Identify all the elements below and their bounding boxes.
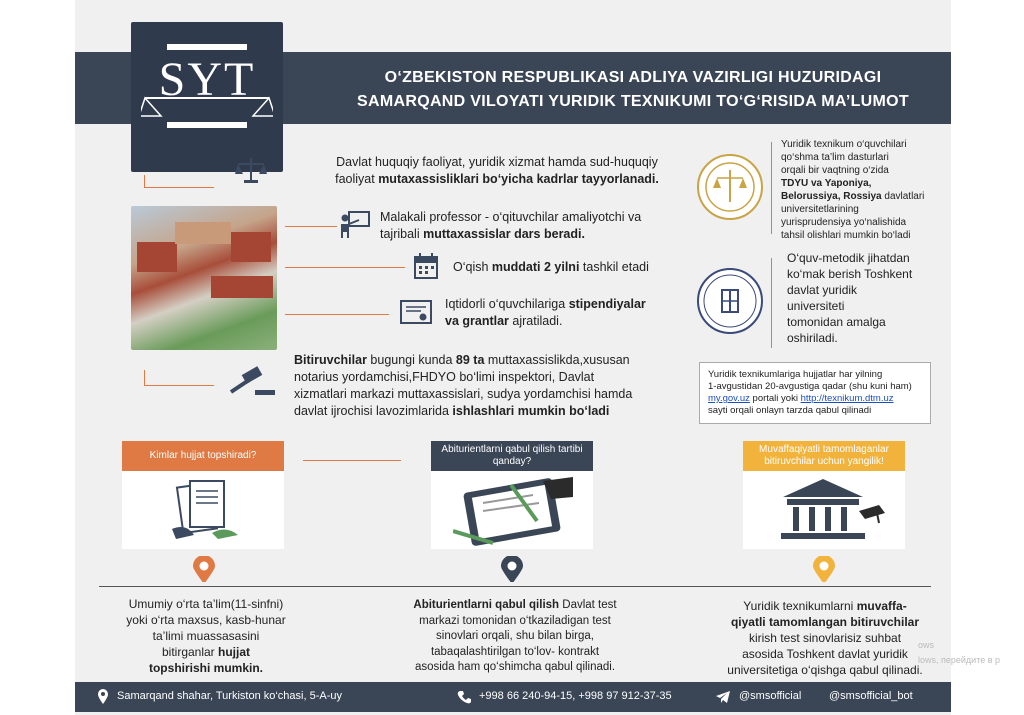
telegram-icon	[715, 690, 731, 704]
campus-image	[131, 206, 277, 350]
feature-1-line-2: faoliyat	[335, 172, 379, 186]
graduates-text	[294, 352, 694, 420]
card-2-title: Abiturientlarni qabul qilish tartibi qanday?	[431, 441, 593, 471]
admission-t1: portali yoki	[749, 393, 801, 404]
feature-3-a: O‘qish	[453, 260, 492, 274]
title-line-1: O‘ZBEKISTON RESPUBLIKASI ADLIYA VAZIRLIGI HUZURIDAGI	[384, 69, 882, 86]
title-line-2: SAMARQAND VILOYATI YURIDIK TEXNIKUMI TO‘G‘RISIDA MA’LUMOT	[357, 93, 909, 110]
telegram-bot-link[interactable]: @smsofficial_bot	[829, 690, 913, 702]
b2-l3: sinovlari orqali, shu bilan birga,	[436, 630, 594, 642]
graduates-bold-3: ishlashlari mumkin bo‘ladi	[452, 404, 610, 418]
b3-l4: asosida Toshkent davlat yuridik	[742, 647, 908, 661]
admission-l1: Yuridik texnikumlariga hujjatlar har yilning	[708, 369, 883, 380]
infographic-canvas	[75, 0, 951, 715]
admission-l2: 1-avgustidan 20-avgustiga qadar (shu kuni ham)	[708, 381, 912, 392]
b3-l1a: Yuridik texnikumlarni	[743, 599, 857, 613]
feature-1-text	[307, 154, 687, 188]
graduates-bold-1: Bitiruvchilar	[294, 353, 367, 367]
feature-1-bold: mutaxassisliklari bo‘yicha kadrlar tayyorlanadi.	[378, 172, 659, 186]
b1-l4b: hujjat	[218, 645, 251, 659]
card-1-title: Kimlar hujjat topshiradi?	[122, 441, 284, 471]
joint-programs-text	[781, 138, 941, 242]
university-icon	[767, 475, 887, 545]
tsul-seal	[697, 268, 763, 334]
b2-t1: Davlat test	[559, 599, 617, 611]
tdyu-emblem	[697, 154, 763, 220]
b3-b1: muvaffa-	[856, 599, 907, 613]
connector-line	[285, 314, 389, 315]
connector-line	[303, 460, 401, 461]
right1-l6: yurisprudensiya yo‘nalishida	[781, 217, 907, 228]
right1-l4: davlatlari	[881, 191, 925, 202]
feature-3-bold: muddati 2 yilni	[491, 260, 580, 274]
graduates-t1: bugungi kunda	[366, 353, 456, 367]
gavel-icon	[225, 366, 277, 398]
b1-l3: ta’limi muassasasini	[152, 629, 260, 643]
right2-l6: oshiriladi.	[787, 331, 838, 345]
admission-info-box	[699, 362, 931, 424]
b3-b2: qiyatli tamomlangan bitiruvchilar	[730, 615, 920, 629]
bottom-text-1	[93, 596, 319, 676]
divider-line	[771, 258, 772, 348]
logo-top-bar	[167, 44, 247, 50]
campus-building	[137, 242, 177, 272]
b3-l3: kirish test sinovlarisiz suhbat	[748, 631, 902, 645]
right1-l7: tahsil olishlari mumkin bo‘ladi	[781, 230, 911, 241]
graduates-bold-2: 89 ta	[455, 353, 485, 367]
feature-4-a: Iqtidorli o‘quvchilariga	[445, 297, 569, 311]
connector-line	[144, 175, 145, 187]
right2-l1: O‘quv-metodik jihatdan	[787, 251, 910, 265]
bottom-text-3	[705, 598, 945, 678]
feature-4-b: ajratiladi.	[508, 314, 563, 328]
connector-line	[285, 267, 405, 268]
campus-building	[231, 232, 271, 262]
calendar-icon	[413, 252, 439, 280]
connector-line	[285, 226, 337, 227]
feature-1-line-1: Davlat huquqiy faoliyat, yuridik xizmat hamda sud-huquqiy	[336, 155, 658, 169]
telegram-channel-link[interactable]: @smsofficial	[739, 690, 802, 702]
feature-2-bold: muttaxassislar dars beradi.	[423, 227, 585, 241]
feature-4-text	[445, 296, 705, 330]
right1-b2: Belorussiya, Rossiya	[781, 191, 882, 202]
divider-line	[771, 142, 772, 234]
feature-4-bold2: va grantlar	[445, 314, 509, 328]
b1-l1: Umumiy o‘rta ta’lim(11-sinfni)	[128, 597, 284, 611]
teacher-icon	[339, 210, 371, 240]
dtm-link[interactable]: http://texnikum.dtm.uz	[800, 393, 894, 404]
logo	[131, 22, 283, 172]
right2-l5: tomonidan amalga	[787, 315, 886, 329]
footer-bar	[75, 682, 951, 712]
scales-icon	[235, 156, 267, 184]
scales-emblem-icon	[699, 156, 761, 218]
footer-address: Samarqand shahar, Turkiston ko‘chasi, 5-A-uy	[117, 690, 343, 702]
card-who-submits	[122, 441, 284, 549]
right1-l5: universitetlarining	[781, 204, 859, 215]
test-sheet-icon	[453, 477, 577, 547]
card-graduates-news	[743, 441, 905, 549]
campus-building	[211, 276, 273, 298]
feature-3-text	[453, 259, 713, 276]
graduates-t3: notarius yordamchisi,FHDYO bo‘limi inspektori, Davlat	[294, 370, 595, 384]
connector-line	[144, 385, 214, 386]
campus-building	[175, 222, 231, 244]
activation-watermark-2: lows, перейдите в р	[918, 655, 1001, 665]
location-pin-icon	[499, 556, 525, 582]
b3-l5: universitetiga o‘qishga qabul qilinadi.	[727, 663, 923, 677]
b1-l4a: bitirganlar	[161, 645, 219, 659]
footer-phones[interactable]: +998 66 240-94-15, +998 97 912-37-35	[479, 690, 672, 702]
connector-line	[144, 370, 145, 385]
location-pin-icon	[191, 556, 217, 582]
b2-l4: tabaqalashtirilgan to‘lov- kontrakt	[430, 645, 600, 658]
university-seal-icon	[699, 270, 761, 332]
graduates-t4: xizmatlari markazi muttaxassislari, sudya yordamchisi hamda	[294, 387, 633, 401]
right1-l1: Yuridik texnikum o‘quvchilari	[781, 139, 907, 150]
right1-l2: qo‘shma ta’lim dasturlari	[781, 152, 889, 163]
card-admission-order	[431, 441, 593, 549]
logo-text: SYT	[158, 53, 256, 106]
methodical-support-text	[787, 250, 937, 346]
b2-l5: asosida ham qo‘shimcha qabul qilinadi.	[414, 661, 616, 673]
b2-b1: Abiturientlarni qabul qilish	[413, 599, 560, 611]
certificate-icon	[399, 298, 433, 326]
feature-2-line-2: tajribali	[380, 227, 424, 241]
page-title	[333, 66, 933, 114]
b2-l2: markazi tomonidan o‘tkaziladigan test	[419, 614, 611, 627]
activation-watermark: ows	[918, 640, 935, 650]
feature-4-bold: stipendiyalar	[568, 297, 646, 311]
b1-l2: yoki o‘rta maxsus, kasb-hunar	[126, 613, 286, 627]
logo-scales-icon	[141, 92, 273, 128]
map-pin-icon	[97, 689, 109, 705]
right1-b1: TDYU va Yaponiya,	[781, 178, 872, 189]
right1-l3: orqali bir vaqtning o‘zida	[781, 165, 889, 176]
b1-l5: topshirishi mumkin.	[148, 661, 263, 675]
timeline-line	[99, 586, 931, 587]
phone-icon	[457, 690, 471, 704]
feature-2-line-1: Malakali professor - o‘qituvchilar amaliyotchi va	[380, 210, 642, 224]
bottom-text-2	[385, 598, 645, 676]
documents-icon	[166, 479, 242, 543]
card-3-title: Muvaffaqiyatli tamomlaganlar bitiruvchilar uchun yangilik!	[743, 441, 905, 471]
right2-l4: universiteti	[787, 299, 845, 313]
right2-l3: davlat yuridik	[787, 283, 858, 297]
right2-l2: ko‘mak berish Toshkent	[787, 267, 913, 281]
graduates-t2: muttaxassislikda,xususan	[484, 353, 630, 367]
feature-2-text	[380, 209, 700, 243]
feature-3-b: tashkil etadi	[579, 260, 649, 274]
mygov-link[interactable]: my.gov.uz	[708, 393, 750, 404]
connector-line	[144, 187, 214, 188]
admission-l3: sayti orqali onlayn tarzda qabul qilinadi	[708, 405, 872, 416]
location-pin-icon	[811, 556, 837, 582]
graduates-t5: davlat ijrochisi lavozimlarida	[294, 404, 453, 418]
